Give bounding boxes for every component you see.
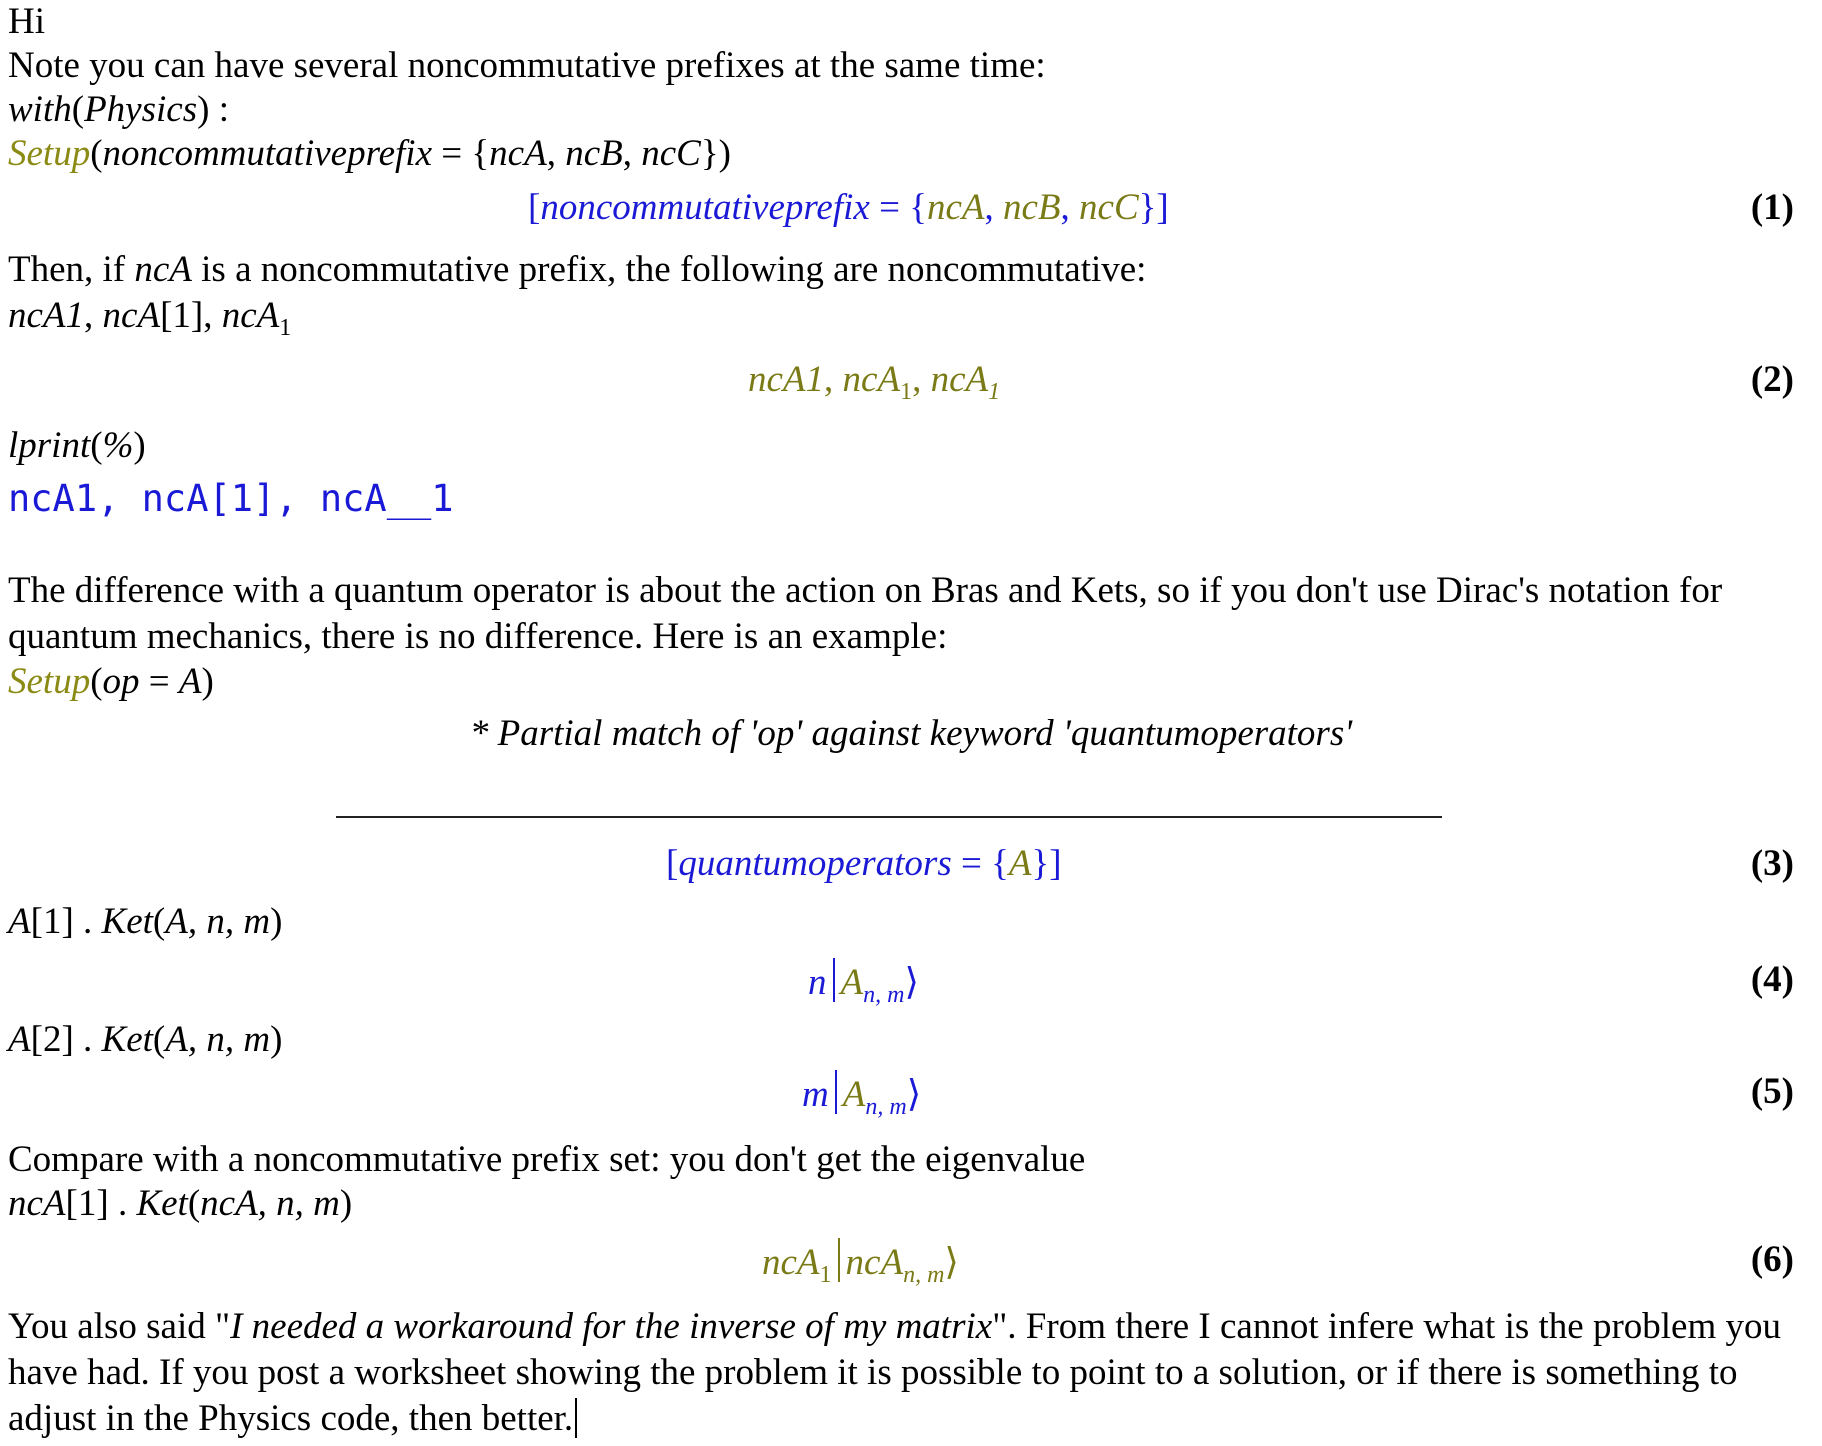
val-ncC: ncC: [641, 133, 701, 174]
ket-subscript: n, m: [865, 1094, 907, 1120]
input-nca1-ket[interactable]: [8, 1182, 352, 1226]
lprint-output: ncA1, ncA[1], ncA__1: [8, 477, 454, 520]
lbracket: [: [30, 1019, 43, 1060]
ket-A: A: [840, 962, 864, 1003]
index: 1: [77, 1183, 97, 1224]
rbracket: ]: [96, 1183, 109, 1224]
lbracket: [: [30, 901, 43, 942]
rbracket: ]: [190, 295, 204, 336]
dot: .: [108, 1183, 137, 1224]
equals: =: [139, 661, 179, 702]
ket-bar: [838, 1238, 840, 1282]
lbrace: {: [471, 133, 490, 174]
input-a1-ket[interactable]: [8, 900, 282, 944]
ket-bar: [835, 1070, 837, 1114]
coef-ncA: ncA: [762, 1242, 820, 1283]
difference-paragraph: The difference with a quantum operator is about the action on Bras and Kets, so if you don't use Dirac's notation for quantum mechanics, there is no difference. Here is an example:: [8, 570, 1723, 657]
equals: =: [432, 133, 472, 174]
ket-args: A, n, m: [165, 901, 271, 942]
equation-label-3: (3): [1750, 843, 1794, 884]
out-key: noncommutativeprefix: [540, 187, 870, 228]
rparen: ): [718, 133, 731, 174]
lparen: (: [90, 425, 103, 466]
fn-setup: Setup: [8, 133, 91, 174]
input-setup-prefix[interactable]: [8, 132, 731, 176]
nca1: ncA1: [8, 295, 85, 336]
sep: ,: [203, 295, 222, 336]
output-6: [762, 1238, 959, 1288]
then-text: [8, 248, 1146, 292]
op-A: A: [8, 1019, 31, 1060]
out-nca-sub: ncA: [842, 359, 901, 400]
rbracket: ]: [1049, 843, 1062, 884]
equation-label-1: (1): [1750, 187, 1794, 228]
input-lprint[interactable]: [8, 424, 146, 468]
dot: .: [73, 1019, 102, 1060]
lparen: (: [187, 1183, 201, 1224]
output-4: [808, 958, 919, 1008]
rparen: ): [339, 1183, 353, 1224]
val-ncA: ncA: [489, 133, 547, 174]
subscript: 1: [900, 379, 913, 405]
lbracket: [: [528, 187, 541, 228]
rparen: ): [201, 661, 214, 702]
greeting-text: Hi: [8, 1, 45, 42]
separator-rule: [336, 816, 1442, 818]
final-pre: You also said ": [8, 1306, 231, 1347]
rbrace: }: [1138, 187, 1157, 228]
out-ncC: ncC: [1079, 187, 1139, 228]
index: 1: [172, 295, 191, 336]
rbracket: ]: [1156, 187, 1169, 228]
fn-ket: Ket: [101, 1019, 153, 1060]
lbrace: {: [909, 187, 927, 228]
output-2: [748, 358, 1001, 405]
note-text: Note you can have several noncommutative prefixes at the same time:: [8, 45, 1046, 86]
ket-close: ⟩: [906, 1074, 922, 1115]
lbracket: [: [65, 1183, 78, 1224]
output-5: [802, 1070, 922, 1120]
rbrace: }: [700, 133, 719, 174]
input-a2-ket[interactable]: [8, 1018, 282, 1062]
sep: ,: [824, 359, 843, 400]
ket-ncA: ncA: [845, 1242, 904, 1283]
sep: ,: [622, 133, 642, 174]
lparen: (: [90, 661, 103, 702]
equals: =: [951, 843, 992, 884]
out-ncB: ncB: [1002, 187, 1061, 228]
rbracket: ]: [61, 901, 74, 942]
fn-lprint: lprint: [8, 425, 91, 466]
ket-bar: [833, 958, 835, 1002]
ket-close: ⟩: [944, 1242, 959, 1283]
nca-sub: ncA: [221, 295, 280, 336]
lparen: (: [152, 1019, 166, 1060]
equation-label-6: (6): [1750, 1239, 1794, 1280]
rbracket: ]: [61, 1019, 74, 1060]
eigen-n: n: [808, 962, 827, 1003]
arg-percent: %: [102, 425, 134, 466]
input-with-physics[interactable]: [8, 88, 229, 132]
subscript: 1: [279, 315, 292, 341]
dot: .: [73, 901, 102, 942]
index: 2: [42, 1019, 62, 1060]
out-key: quantumoperators: [678, 843, 952, 884]
output-1: [528, 186, 1169, 230]
out-nca1: ncA1: [748, 359, 825, 400]
final-post: ". From there I cannot infere what is the problem you have had. If you post a worksheet showing the problem it is possible to point to a solution, or if there is something to adjust in the Physics code, then better.: [8, 1306, 1782, 1439]
val-A: A: [178, 661, 202, 702]
rparen: ): [270, 1019, 283, 1060]
then-pre: Then, if: [8, 249, 135, 290]
output-3: [666, 842, 1062, 886]
out-ncA: ncA: [926, 187, 985, 228]
arg-physics: Physics: [84, 89, 198, 130]
key-op: op: [102, 661, 140, 702]
input-setup-op[interactable]: [8, 660, 214, 704]
rparen: ): [197, 89, 210, 130]
ket-args: ncA, n, m: [200, 1183, 340, 1224]
then-var: ncA: [134, 249, 192, 290]
fn-ket: Ket: [101, 901, 153, 942]
ket-close: ⟩: [904, 962, 919, 1003]
lparen: (: [152, 901, 166, 942]
equation-label-4: (4): [1750, 959, 1794, 1000]
input-nca-forms[interactable]: [8, 294, 292, 341]
ket-args: A, n, m: [165, 1019, 271, 1060]
op-A: A: [8, 901, 31, 942]
sep: ,: [84, 295, 103, 336]
then-post: is a noncommutative prefix, the following are noncommutative:: [191, 249, 1147, 290]
out-A: A: [1008, 843, 1032, 884]
lbrace: {: [991, 843, 1009, 884]
key-noncommutativeprefix: noncommutativeprefix: [102, 133, 433, 174]
ket-subscript: n, m: [863, 982, 905, 1008]
out-nca-sub-italic: ncA: [930, 359, 989, 400]
sep: ,: [984, 187, 1003, 228]
equation-label-2: (2): [1750, 359, 1794, 400]
rparen: ): [133, 425, 146, 466]
fn-ket: Ket: [136, 1183, 188, 1224]
text-cursor: [575, 1398, 577, 1438]
compare-text: Compare with a noncommutative prefix set: you don't get the eigenvalue: [8, 1139, 1086, 1180]
coef-subscript: 1: [819, 1262, 832, 1288]
sep: ,: [546, 133, 566, 174]
subscript-italic: 1: [988, 379, 1001, 405]
eigen-m: m: [802, 1074, 829, 1115]
final-quote: I needed a workaround for the inverse of my matrix: [230, 1306, 993, 1347]
nca-indexed: ncA: [102, 295, 161, 336]
lparen: (: [90, 133, 103, 174]
terminator: :: [209, 89, 229, 130]
val-ncB: ncB: [565, 133, 623, 174]
lbracket: [: [160, 295, 173, 336]
ket-A: A: [842, 1074, 866, 1115]
sep: ,: [1060, 187, 1080, 228]
fn-setup: Setup: [8, 661, 91, 702]
op-ncA: ncA: [8, 1183, 66, 1224]
lbracket: [: [666, 843, 679, 884]
rparen: ): [270, 901, 283, 942]
final-paragraph[interactable]: [8, 1304, 1814, 1442]
sep: ,: [912, 359, 931, 400]
index: 1: [42, 901, 62, 942]
rbrace: }: [1031, 843, 1050, 884]
equals: =: [869, 187, 910, 228]
ket-subscript: n, m: [903, 1262, 945, 1288]
fn-with: with: [8, 89, 72, 130]
lparen: (: [71, 89, 85, 130]
equation-label-5: (5): [1750, 1071, 1794, 1112]
partial-match-warning: * Partial match of 'op' against keyword 'quantumoperators': [469, 713, 1353, 754]
